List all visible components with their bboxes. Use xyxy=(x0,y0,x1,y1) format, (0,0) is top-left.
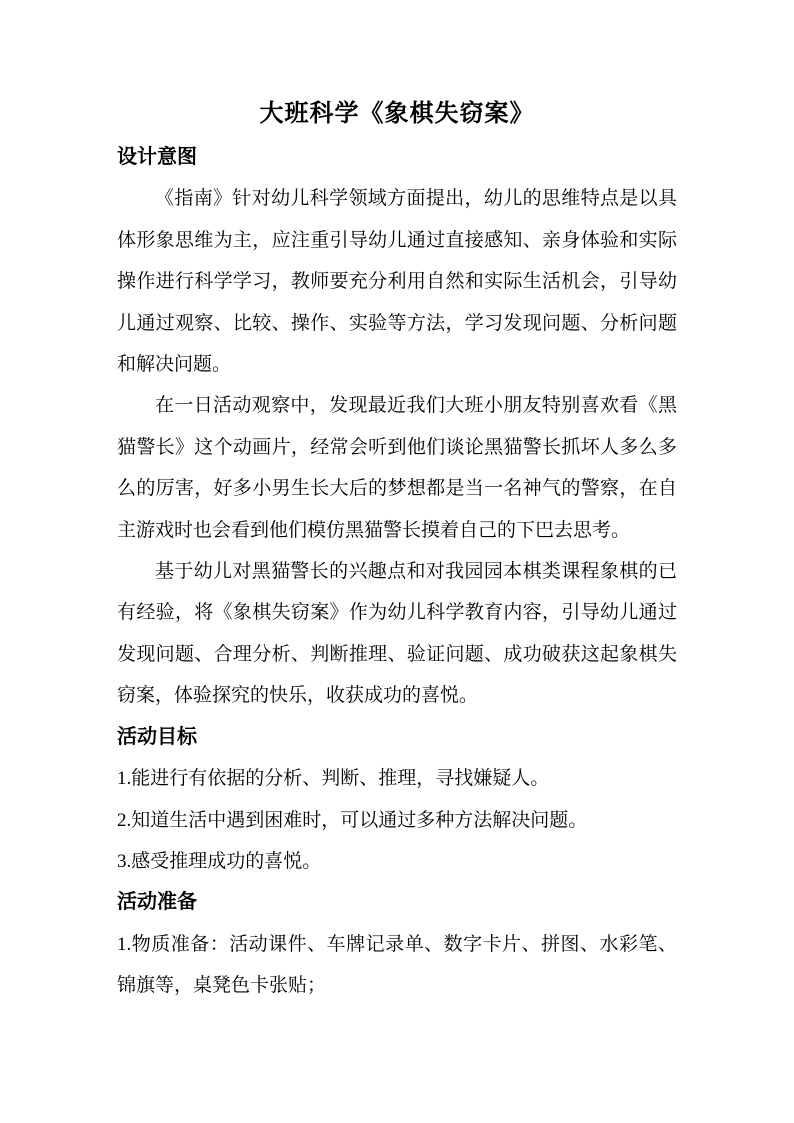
section-heading-goals: 活动目标 xyxy=(117,725,197,748)
section-heading-design-intent: 设计意图 xyxy=(117,146,197,168)
section-heading-preparation: 活动准备 xyxy=(117,891,197,914)
goal-item-2: 2.知道生活中遇到困难时，可以通过多种方法解决问题。 xyxy=(117,809,588,831)
document-title: 大班科学《象棋失窃案》 xyxy=(259,101,535,127)
design-intent-paragraph-1: 《指南》针对幼儿科学领域方面提出，幼儿的思维特点是以具体形象思维为主，应注重引导幼儿通过直接感知、亲身体验和实际操作进行科学学习，教师要充分利用自然和实际生活机会，引导幼儿通过观察、比较、操作、实验等方法，学习发现问题、分析问题和解决问题。 xyxy=(117,188,677,376)
goal-item-1: 1.能进行有依据的分析、判断、推理，寻找嫌疑人。 xyxy=(117,768,550,790)
preparation-item-1: 1.物质准备：活动课件、车牌记录单、数字卡片、拼图、水彩笔、锦旗等，桌凳色卡张贴； xyxy=(117,933,677,997)
design-intent-paragraph-3: 基于幼儿对黑猫警长的兴趣点和对我园园本棋类课程象棋的已有经验，将《象棋失窃案》作为幼儿科学教育内容，引导幼儿通过发现问题、合理分析、判断推理、验证问题、成功破获这起象棋失窃案，体验探究的快乐，收获成功的喜悦。 xyxy=(117,561,677,707)
design-intent-paragraph-2: 在一日活动观察中，发现最近我们大班小朋友特别喜欢看《黑猫警长》这个动画片，经常会听到他们谈论黑猫警长抓坏人多么多么的厉害，好多小男生长大后的梦想都是当一名神气的警察，在自主游戏时也会看到他们模仿黑猫警长摸着自己的下巴去思考。 xyxy=(117,395,677,541)
goal-item-3: 3.感受推理成功的喜悦。 xyxy=(117,850,322,872)
